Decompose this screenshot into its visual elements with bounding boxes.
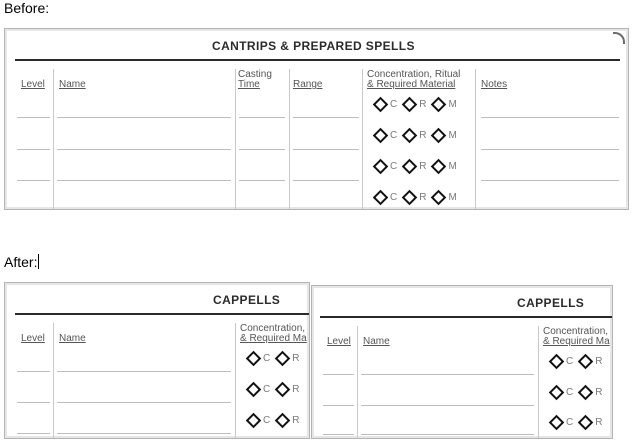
header-range: Range: [293, 79, 323, 90]
diamond-icon: [373, 190, 389, 206]
sheet-title-clipped: CAPPELLS: [213, 293, 281, 307]
sheet-title-clipped: CAPPELLS: [517, 296, 585, 310]
diamond-icon: [578, 354, 594, 370]
diamond-icon: [373, 159, 389, 175]
row-line: [17, 149, 50, 150]
row-line: [57, 180, 231, 181]
before-label: Before:: [4, 0, 50, 16]
row-line: [17, 371, 50, 372]
header-level: Level: [21, 333, 45, 344]
row-line: [17, 402, 50, 403]
divider: [235, 323, 236, 438]
row-line: [239, 180, 285, 181]
diamond-icon: [431, 128, 447, 144]
diamond-icon: [373, 128, 389, 144]
header-concentration-2: & Required Ma: [240, 333, 307, 344]
component-markers-row: C R: [245, 415, 303, 426]
component-markers-row: C R: [548, 356, 606, 367]
row-line: [239, 117, 285, 118]
divider: [235, 69, 236, 209]
corner-fold: [613, 32, 625, 44]
diamond-icon: [431, 190, 447, 206]
after-label: After:: [4, 254, 38, 270]
row-line: [57, 433, 231, 434]
diamond-icon: [402, 97, 418, 113]
component-markers-row: C R: [245, 384, 303, 395]
row-line: [361, 405, 534, 406]
row-line: [481, 117, 619, 118]
diamond-icon: [431, 159, 447, 175]
row-line: [293, 180, 359, 181]
text-cursor: [38, 254, 39, 269]
diamond-icon: [246, 351, 262, 367]
row-line: [57, 149, 231, 150]
row-line: [323, 434, 354, 435]
divider: [362, 69, 363, 209]
row-line: [17, 180, 50, 181]
component-markers-row: C R M: [372, 192, 461, 203]
diamond-icon: [578, 385, 594, 401]
title-rule: [15, 59, 620, 61]
diamond-icon: [275, 351, 291, 367]
row-line: [323, 374, 354, 375]
header-name: Name: [363, 336, 390, 347]
after-spell-sheet-right-image[interactable]: [311, 285, 613, 439]
diamond-icon: [549, 354, 565, 370]
header-notes: Notes: [481, 79, 508, 90]
diamond-icon: [549, 415, 565, 431]
title-rule: [320, 316, 612, 318]
diamond-icon: [246, 413, 262, 429]
diamond-icon: [246, 382, 262, 398]
row-line: [481, 149, 619, 150]
component-markers-row: C R: [245, 353, 303, 364]
header-level: Level: [327, 336, 351, 347]
diamond-icon: [373, 97, 389, 113]
divider: [289, 69, 290, 209]
header-name: Name: [59, 79, 86, 90]
row-line: [323, 405, 354, 406]
diamond-icon: [275, 413, 291, 429]
component-markers-row: C R M: [372, 99, 461, 110]
after-spell-sheet-left-image[interactable]: [4, 282, 310, 439]
divider: [357, 326, 358, 438]
diamond-icon: [549, 385, 565, 401]
before-spell-sheet-image[interactable]: [4, 28, 629, 210]
row-line: [293, 117, 359, 118]
header-level: Level: [21, 79, 45, 90]
component-markers-row: C R: [548, 387, 606, 398]
row-line: [293, 149, 359, 150]
row-line: [57, 402, 231, 403]
row-line: [239, 149, 285, 150]
header-concentration-2: & Required Ma: [543, 336, 610, 347]
diamond-icon: [578, 415, 594, 431]
diamond-icon: [275, 382, 291, 398]
row-line: [57, 117, 231, 118]
header-concentration-1: Concentration, Ritual: [367, 69, 461, 80]
diamond-icon: [431, 97, 447, 113]
sheet-title: CANTRIPS & PREPARED SPELLS: [212, 39, 415, 53]
divider: [53, 69, 54, 209]
row-line: [17, 433, 50, 434]
header-concentration-1: Concentration,: [543, 326, 609, 337]
diamond-icon: [402, 159, 418, 175]
header-casting-time-1: Casting: [238, 69, 272, 80]
row-line: [361, 434, 534, 435]
header-concentration-2: & Required Material: [367, 79, 456, 90]
divider: [475, 69, 476, 209]
component-markers-row: C R M: [372, 161, 461, 172]
row-line: [481, 180, 619, 181]
row-line: [361, 374, 534, 375]
diamond-icon: [402, 190, 418, 206]
header-name: Name: [59, 333, 86, 344]
divider: [53, 323, 54, 438]
component-markers-row: C R: [548, 417, 606, 428]
title-rule: [15, 313, 309, 315]
header-concentration-1: Concentration,: [240, 323, 306, 334]
row-line: [57, 371, 231, 372]
row-line: [17, 117, 50, 118]
divider: [538, 326, 539, 438]
diamond-icon: [402, 128, 418, 144]
header-casting-time-2: Time: [238, 79, 260, 90]
component-markers-row: C R M: [372, 130, 461, 141]
